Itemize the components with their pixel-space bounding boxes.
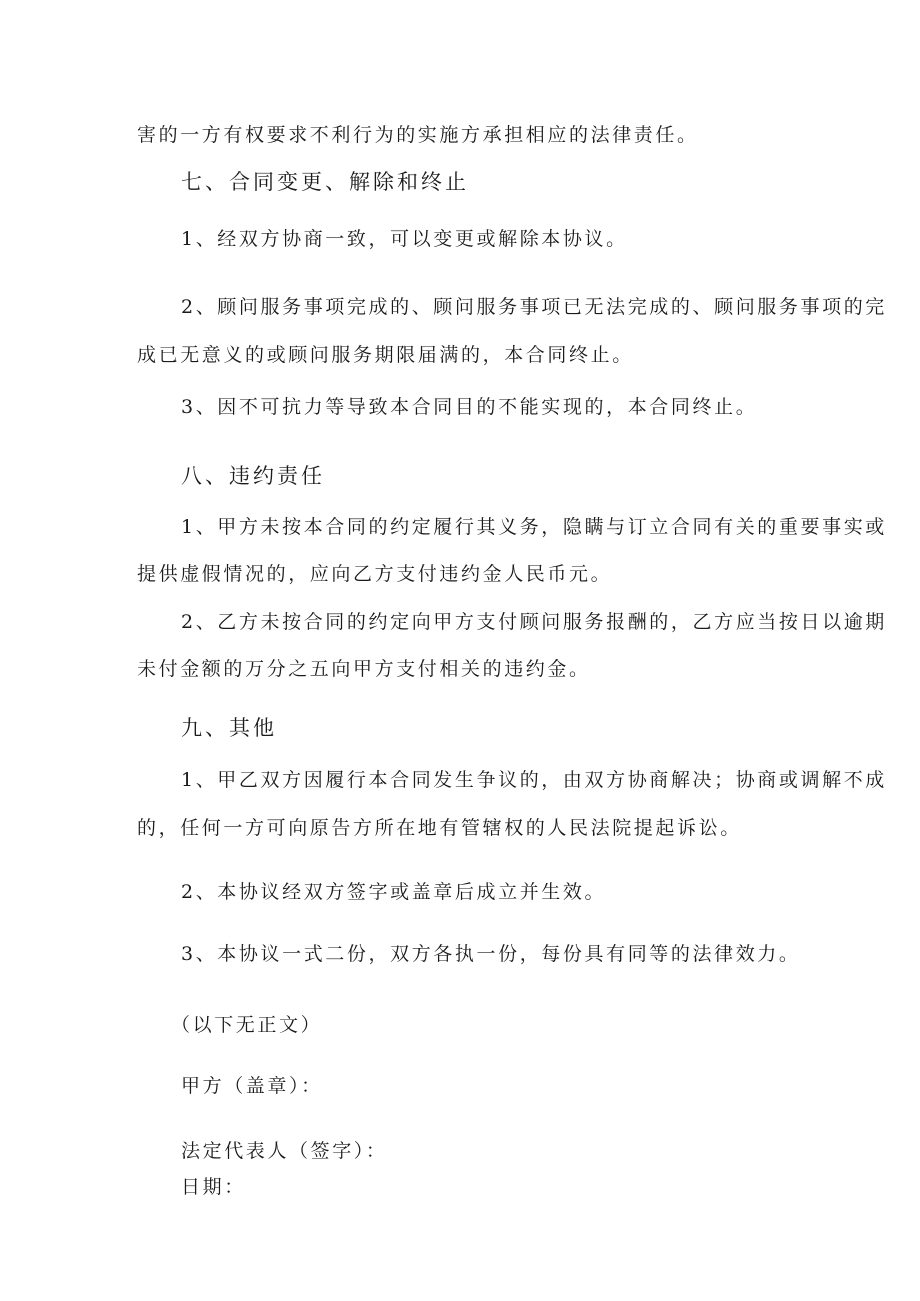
paragraph-continuation: 害的一方有权要求不利行为的实施方承担相应的法律责任。	[137, 124, 699, 146]
clause-8-1-line-1: 1、甲方未按本合同的约定履行其义务，隐瞒与订立合同有关的重要事实或	[181, 516, 887, 538]
clause-7-2-line-2: 成已无意义的或顾问服务期限届满的，本合同终止。	[137, 344, 634, 366]
clause-9-1-line-1: 1、甲乙双方因履行本合同发生争议的，由双方协商解决；协商或调解不成	[181, 769, 887, 791]
clause-7-2-line-1: 2、顾问服务事项完成的、顾问服务事项已无法完成的、顾问服务事项的完	[181, 296, 887, 318]
clause-9-2: 2、本协议经双方签字或盖章后成立并生效。	[181, 881, 607, 903]
date-line: 日期：	[181, 1176, 246, 1198]
clause-8-2-line-1: 2、乙方未按合同的约定向甲方支付顾问服务报酬的，乙方应当按日以逾期	[181, 611, 887, 633]
legal-representative-signature-line: 法定代表人（签字）：	[181, 1140, 388, 1162]
clause-9-3: 3、本协议一式二份，双方各执一份，每份具有同等的法律效力。	[181, 943, 801, 965]
clause-8-1-line-2: 提供虚假情况的，应向乙方支付违约金人民币元。	[137, 563, 613, 585]
end-of-text-note: （以下无正文）	[171, 1014, 323, 1036]
party-a-seal-line: 甲方（盖章）：	[181, 1075, 323, 1097]
section-heading-7: 七、合同变更、解除和终止	[181, 170, 469, 194]
clause-7-3: 3、因不可抗力等导致本合同目的不能实现的，本合同终止。	[181, 396, 758, 418]
section-heading-8: 八、违约责任	[181, 464, 325, 488]
section-heading-9: 九、其他	[181, 716, 277, 740]
clause-7-1: 1、经双方协商一致，可以变更或解除本协议。	[181, 228, 628, 250]
clause-8-2-line-2: 未付金额的万分之五向甲方支付相关的违约金。	[137, 658, 591, 680]
clause-9-1-line-2: 的，任何一方可向原告方所在地有管辖权的人民法院提起诉讼。	[137, 817, 742, 839]
